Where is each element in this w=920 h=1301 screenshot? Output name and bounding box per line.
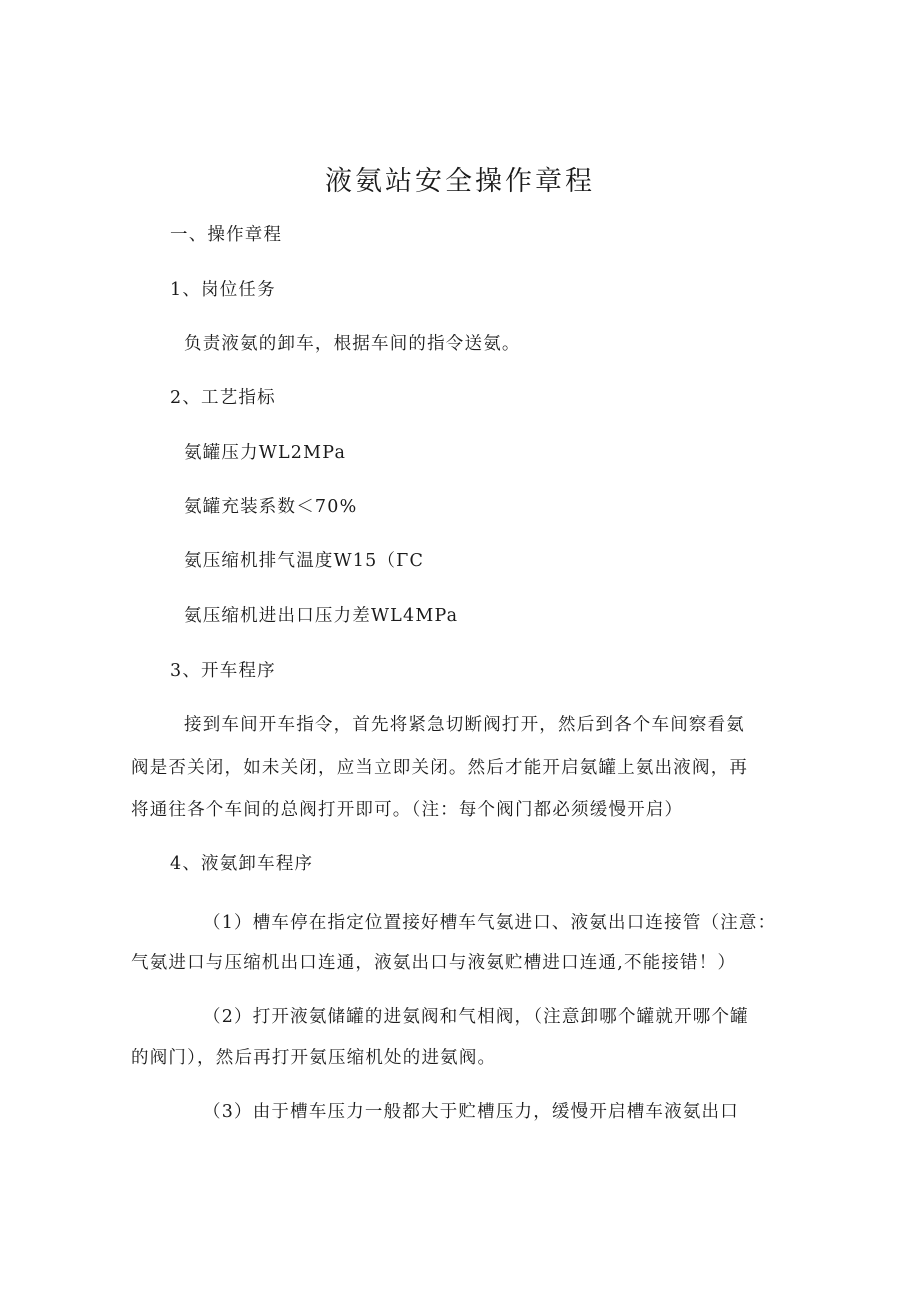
item3-heading: 3、开车程序 xyxy=(170,661,276,681)
paragraph-line: 气氨进口与压缩机出口连通，液氨出口与液氨贮槽进口连通,不能接错！） xyxy=(131,953,737,973)
paragraph-line: 的阀门），然后再打开氨压缩机处的进氨阀。 xyxy=(131,1048,497,1068)
paragraph-line: （1）槽车停在指定位置接好槽车气氨进口、液氨出口连接管（注意： xyxy=(203,913,777,933)
spec-line: 氨罐压力WL2MPa xyxy=(184,443,347,463)
item1-text: 负责液氨的卸车，根据车间的指令送氨。 xyxy=(184,334,521,354)
paragraph-line: 将通往各个车间的总阀打开即可。（注：每个阀门都必须缓慢开启） xyxy=(131,800,684,820)
spec-line: 氨罐充装系数＜70% xyxy=(184,497,358,517)
paragraph-line: （2）打开液氨储罐的进氨阀和气相阀，（注意卸哪个罐就开哪个罐 xyxy=(203,1007,749,1027)
item4-heading: 4、液氨卸车程序 xyxy=(170,854,314,874)
document-title: 液氨站安全操作章程 xyxy=(325,166,595,197)
section-heading: 一、操作章程 xyxy=(170,225,283,245)
item1-heading: 1、岗位任务 xyxy=(170,280,276,300)
spec-line: 氨压缩机排气温度W15（ΓC xyxy=(184,551,425,571)
paragraph-line: 接到车间开车指令，首先将紧急切断阀打开，然后到各个车间察看氨 xyxy=(184,715,745,735)
paragraph-line: 阀是否关闭，如未关闭，应当立即关闭。然后才能开启氨罐上氨出液阀，再 xyxy=(131,758,749,778)
paragraph-line: （3）由于槽车压力一般都大于贮槽压力，缓慢开启槽车液氨出口 xyxy=(203,1102,739,1122)
spec-line: 氨压缩机进出口压力差WL4MPa xyxy=(184,606,459,626)
item2-heading: 2、工艺指标 xyxy=(170,388,276,408)
